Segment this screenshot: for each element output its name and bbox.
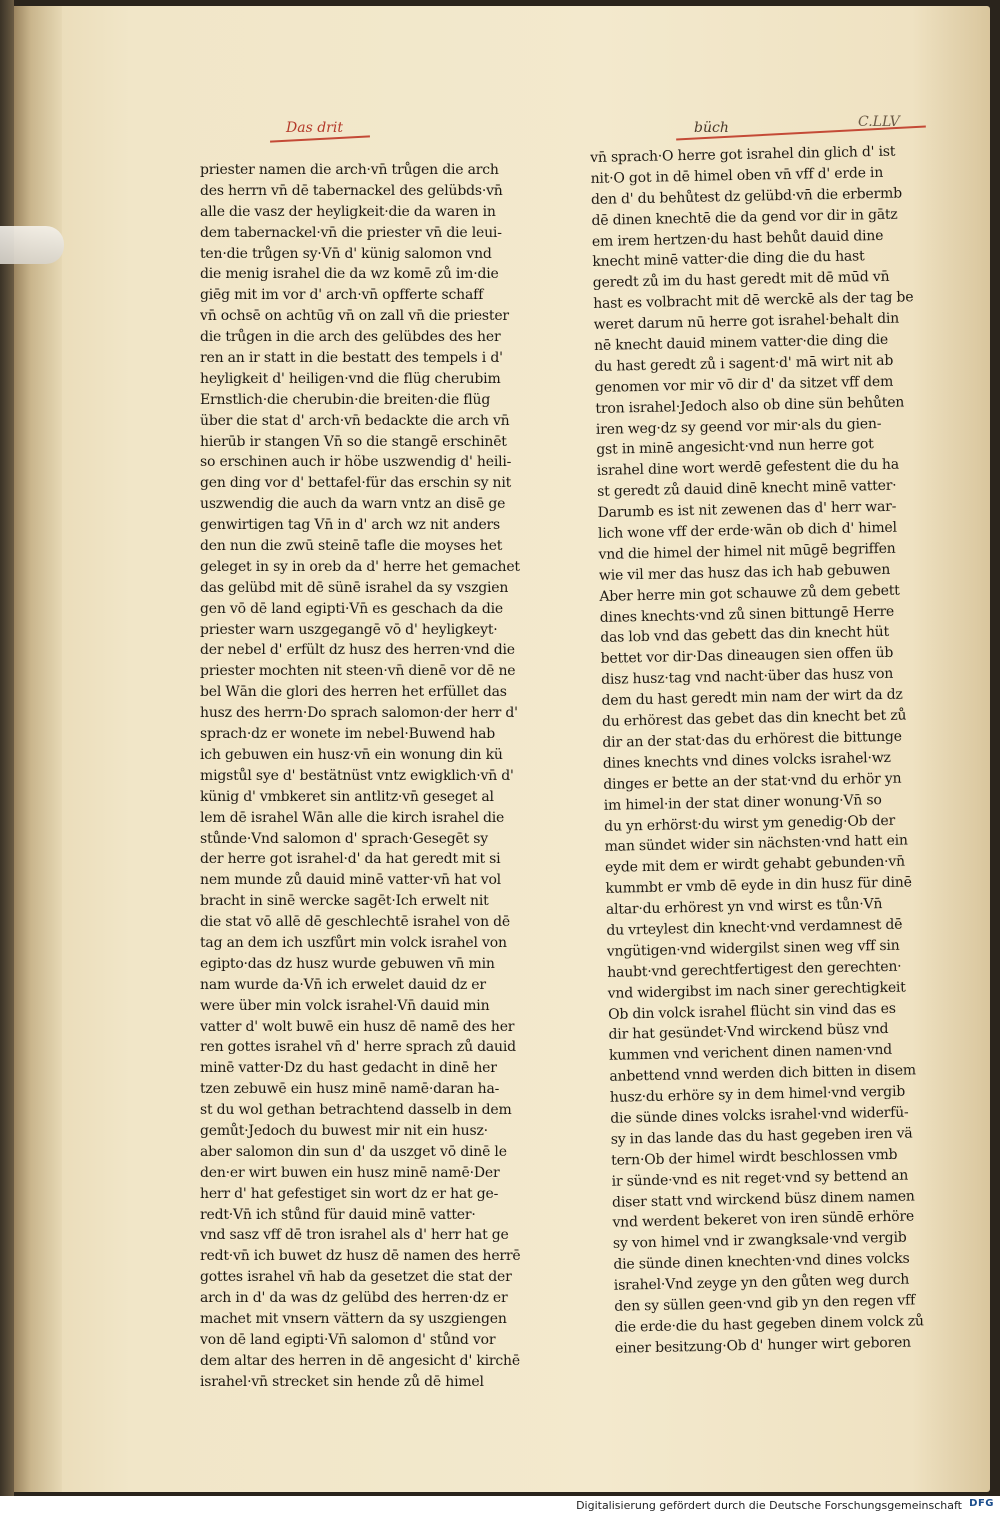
text-line: dines knechts vnd dines volcks israhel·wz	[602, 749, 891, 772]
text-line: nit·O got in dē himel oben vn̄ vff d' erde in	[590, 164, 884, 187]
text-line: sprach·dz er wonete im nebel·Buwend hab	[200, 726, 495, 743]
text-line: Aber herre min got schauwe zů dem gebett	[599, 582, 900, 605]
text-line: von dē land egipti·Vn̄ salomon d' stůnd vor	[200, 1331, 496, 1348]
text-line: weret darum nū herre got israhel·behalt din	[593, 310, 900, 334]
text-line: disz husz·tag vnd nacht·über das husz von	[600, 666, 894, 689]
text-line: st du wol gethan betrachtend dasselb in dem	[200, 1102, 512, 1119]
text-line: husz·du erhöre sy in dem himel·vnd vergib	[609, 1083, 906, 1106]
text-line: husz des herrn·Do sprach salomon·der herr d'	[200, 705, 518, 722]
text-line: ren gottes israhel vn̄ d' herre sprach zů dauid	[200, 1039, 516, 1056]
text-line: machet mit vnsern vättern da sy uszgiengen	[200, 1310, 507, 1327]
text-line: das lob vnd das gebett das din knecht hüt	[600, 624, 890, 647]
text-line: ten·die trůgen sy·Vn̄ d' künig salomon vnd	[200, 245, 492, 262]
text-line: du erhörest das gebet das din knecht bet zů	[601, 707, 907, 730]
text-line: bettet vor dir·Das dineaugen sien offen üb	[600, 645, 894, 668]
text-line: die sünde dines volcks israhel·vnd widerfü-	[610, 1104, 909, 1127]
text-line: nam wurde da·Vn̄ ich erwelet dauid dz er	[200, 976, 486, 993]
right-text-column	[590, 141, 945, 1359]
text-line: gemůt·Jedoch du buwest mir nit ein husz·	[200, 1122, 488, 1139]
left-text-column	[200, 160, 536, 1393]
text-line: des herrn vn̄ dē tabernackel des gelübds·vn̄	[200, 182, 503, 199]
text-line: gen vō dē land egipti·Vn̄ es geschach da die	[200, 600, 504, 617]
text-line: stůnde·Vnd salomon d' sprach·Gesegēt sy	[200, 830, 488, 847]
text-line: vn̄ ochsē on achtūg vn̄ on zall vn̄ die priester	[200, 308, 509, 325]
text-line: einer besitzung·Ob d' hunger wirt geboren	[614, 1334, 912, 1357]
bookmark-tab	[0, 226, 64, 264]
text-line: die sünde dinen knechten·vnd dines volcks	[613, 1250, 910, 1273]
text-line: genwirtigen tag Vn̄ in d' arch wz nit anders	[200, 517, 501, 534]
text-line: gottes israhel vn̄ hab da gesetzet die stat der	[200, 1269, 512, 1286]
book-edge	[0, 0, 14, 1496]
text-line: so erschinen auch ir höbe uszwendig d' heili-	[200, 454, 512, 471]
text-line: priester warn uszgegangē vō d' heyligkeyt·	[200, 621, 498, 638]
text-line: priester namen die arch·vn̄ trůgen die arch	[200, 162, 499, 178]
text-line: israhel dine wort werdē gefestent die du ha	[596, 456, 900, 480]
text-line: hast es volbracht mit dē werckē als der tag be	[593, 289, 914, 313]
text-line: bracht in sinē wercke sagēt·Ich erwelt nit	[200, 893, 489, 910]
text-line: gst in minē angesicht·vnd nun herre got	[596, 436, 874, 459]
text-line: künig d' vmbkeret sin antlitz·vn̄ geseget al	[200, 788, 494, 805]
text-line: heyligkeit d' heiligen·vnd die flüg cherubim	[200, 370, 501, 387]
text-line: den·er wirt buwen ein husz minē namē·Der	[200, 1164, 500, 1181]
text-line: ir sünde·vnd es nit reget·vnd sy bettend an	[611, 1167, 909, 1190]
text-line: egipto·das dz husz wurde gebuwen vn̄ min	[200, 955, 495, 972]
text-line: dir hat gesündet·Vnd wirckend büsz vnd	[608, 1021, 889, 1044]
text-line: bel Wān die glori des herren het erfüllet das	[200, 684, 507, 701]
text-line: dem altar des herren in dē angesicht d' kirchē	[200, 1352, 520, 1369]
text-line: herr d' hat gefestiget sin wort dz er hat ge-	[200, 1185, 499, 1202]
folio-number: C.LLV	[858, 114, 900, 130]
text-line: im himel·in der stat diner wonung·Vn̄ so	[603, 791, 882, 814]
header-right-text: büch	[694, 120, 729, 136]
text-line: anbettend vnnd werden dich bitten in disem	[609, 1062, 917, 1085]
text-line: vnd widergibst im nach siner gerechtigkeit	[607, 979, 906, 1002]
running-header-right	[694, 120, 729, 136]
text-line: das gelübd mit dē sünē israhel da sy vszgien	[200, 579, 509, 596]
text-line: wie vil mer das husz das ich hab gebuwen	[598, 561, 891, 584]
text-line: eyde mit dem er wirdt gehabt gebunden·vn̄	[604, 853, 906, 877]
text-line: vatter d' wolt buwē ein husz dē namē des her	[200, 1018, 515, 1035]
text-line: der herre got israhel·d' da hat geredt mit si	[200, 851, 501, 868]
text-line: vnd werdent bekeret von iren sündē erhöre	[612, 1208, 915, 1232]
text-line: priester mochten nit steen·vn̄ dienē vor dē ne	[200, 663, 516, 680]
text-line: sy von himel vnd ir zwangksale·vnd vergib	[612, 1229, 907, 1253]
text-line: dē dinen knechtē die da gend vor dir in gātz	[591, 206, 898, 229]
text-line: diser statt vnd wirckend büsz dinem namen	[611, 1187, 915, 1211]
text-line: tag an dem ich uszfůrt min volck israhel von	[200, 934, 507, 951]
text-line: uszwendig die auch da warn vntz an disē ge	[200, 496, 506, 513]
text-line: vnd sasz vff dē tron israhel als d' herr hat ge	[200, 1227, 509, 1244]
text-line: die stat vō allē dē geschlechtē israhel von dē	[200, 914, 510, 931]
text-line: kummbt er vmb dē eyde in din husz für dinē	[605, 874, 912, 898]
text-line: dines knechts·vnd zů sinen bittungē Herre	[599, 603, 895, 626]
text-line: genomen vor mir vō dir d' da sitzet vff dem	[594, 373, 894, 396]
text-line: dem tabernackel·vn̄ die priester vn̄ die leui-	[200, 224, 502, 241]
digitization-credit: Digitalisierung gefördert durch die Deutsche Forschungsgemeinschaft	[576, 1499, 962, 1512]
text-line: vngütigen·vnd widergilst sinen weg vff sin	[606, 937, 900, 960]
text-line: tern·Ob der himel wirdt beschlossen vmb	[611, 1146, 898, 1169]
text-line: ren an ir statt in die bestatt des tempels i d'	[200, 350, 503, 367]
text-line: migstůl sye d' bestätnüst vntz ewigklich·vn̄ d'	[200, 767, 514, 784]
text-line: nem munde zů dauid minē vatter·vn̄ hat vol	[200, 872, 501, 889]
text-line: aber salomon din sun d' da uszget vō dinē le	[200, 1143, 507, 1160]
text-line: den d' du behůtest dz gelübd·vn̄ die erbermb	[590, 185, 903, 208]
text-line: redt·vn̄ ich buwet dz husz dē namen des herrē	[200, 1248, 521, 1265]
text-line: die trůgen in die arch des gelübdes des her	[200, 329, 501, 346]
text-line: vnd die himel der himel nit mūgē begriffen	[598, 540, 896, 563]
text-line: gen ding vor d' bettafel·für das erschin sy nit	[200, 475, 512, 492]
text-line: dinges er bette an der stat·vnd du erhör yn	[603, 770, 902, 793]
text-line: st geredt zů dauid dinē knecht minē vatter·	[597, 477, 897, 501]
text-line: vn̄ sprach·O herre got israhel din glich d' ist	[590, 143, 896, 166]
text-line: ich gebuwen ein husz·vn̄ ein wonung din kü	[200, 746, 503, 763]
text-line: alle die vasz der heyligkeit·die da waren in	[200, 203, 496, 220]
text-line: giēg mit im vor d' arch·vn̄ opfferte schaff	[200, 287, 484, 304]
text-line: die menig israhel die da wz komē zů im·die	[200, 266, 499, 283]
text-line: sy in das lande das du hast gegeben iren vä	[610, 1125, 913, 1148]
text-line: were über min volck israhel·Vn̄ dauid min	[200, 997, 490, 1014]
running-header-left	[286, 120, 343, 136]
text-line: geleget in sy in oreb da d' herre het gemachet	[200, 558, 520, 575]
text-line: Ob din volck israhel flücht sin vind das es	[607, 1000, 896, 1023]
text-line: em irem hertzen·du hast behůt dauid dine	[591, 227, 884, 250]
text-line: altar·du erhörest yn vnd wirst es tůn·Vn̄	[605, 896, 883, 918]
text-line: iren weg·dz sy geend vor mir·als du gien-	[595, 415, 882, 438]
text-line: den nun die zwū steinē tafle die moyses het	[200, 538, 503, 555]
text-line: lich wone vff der erde·wān ob dich d' himel	[597, 519, 897, 542]
text-line: redt·Vn̄ ich stůnd für dauid minē vatter·	[200, 1206, 476, 1223]
text-line: israhel·vn̄ strecket sin hende zů dē himel	[200, 1373, 484, 1390]
text-line: dir an der stat·das du erhörest die bittunge	[602, 728, 902, 751]
text-line: den sy süllen geen·vnd gib yn den regen vff	[614, 1292, 916, 1315]
text-line: tzen zebuwē ein husz minē namē·daran ha-	[200, 1081, 500, 1098]
text-line: hierūb ir stangen Vn̄ so die stangē erschinēt	[200, 433, 507, 450]
text-line: dem du hast geredt min nam der wirt da dz	[601, 686, 903, 710]
text-line: haubt·vnd gerechtfertigest den gerechten·	[607, 958, 902, 981]
text-line: man sündet wider sin nächsten·vnd hatt ein	[604, 832, 908, 856]
dfg-logo: DFG	[969, 1498, 994, 1509]
text-line: tron israhel·Jedoch also ob dine sün behůten	[595, 394, 905, 417]
text-line: geredt zů im du hast geredt mit dē mūd vn̄	[592, 269, 890, 292]
text-line: knecht minē vatter·die ding die du hast	[592, 248, 865, 271]
text-line: die erde·die du hast gegeben dinem volck zů	[614, 1313, 924, 1336]
text-line: kummen vnd verichent dinen namen·vnd	[608, 1042, 893, 1065]
header-left-text: Das drit	[286, 120, 343, 136]
text-line: nē knecht dauid minem vatter·die ding die	[593, 331, 889, 354]
text-line: du yn erhörst·du wirst ym genedig·Ob der	[604, 812, 896, 835]
text-line: minē vatter·Dz du hast gedacht in dinē her	[200, 1060, 497, 1077]
text-line: du vrteylest din knecht·vnd verdamnest dē	[606, 916, 903, 939]
text-line: Darumb es ist nit zewenen das d' herr war-	[597, 498, 897, 522]
text-line: israhel·Vnd zeyge yn den gůten weg durch	[613, 1271, 910, 1294]
text-line: Ernstlich·die cherubin·die breiten·die flüg	[200, 391, 491, 408]
text-line: der nebel d' erfült dz husz des herren·vnd die	[200, 642, 515, 659]
text-line: über die stat d' arch·vn̄ bedackte die arch vn̄	[200, 412, 510, 429]
text-line: lem dē israhel Wān alle die kirch israhel die	[200, 809, 505, 826]
text-line: arch in d' da was dz gelübd des herren·dz er	[200, 1290, 508, 1307]
text-line: du hast geredt zů i sagent·d' mā wirt nit ab	[594, 352, 894, 375]
